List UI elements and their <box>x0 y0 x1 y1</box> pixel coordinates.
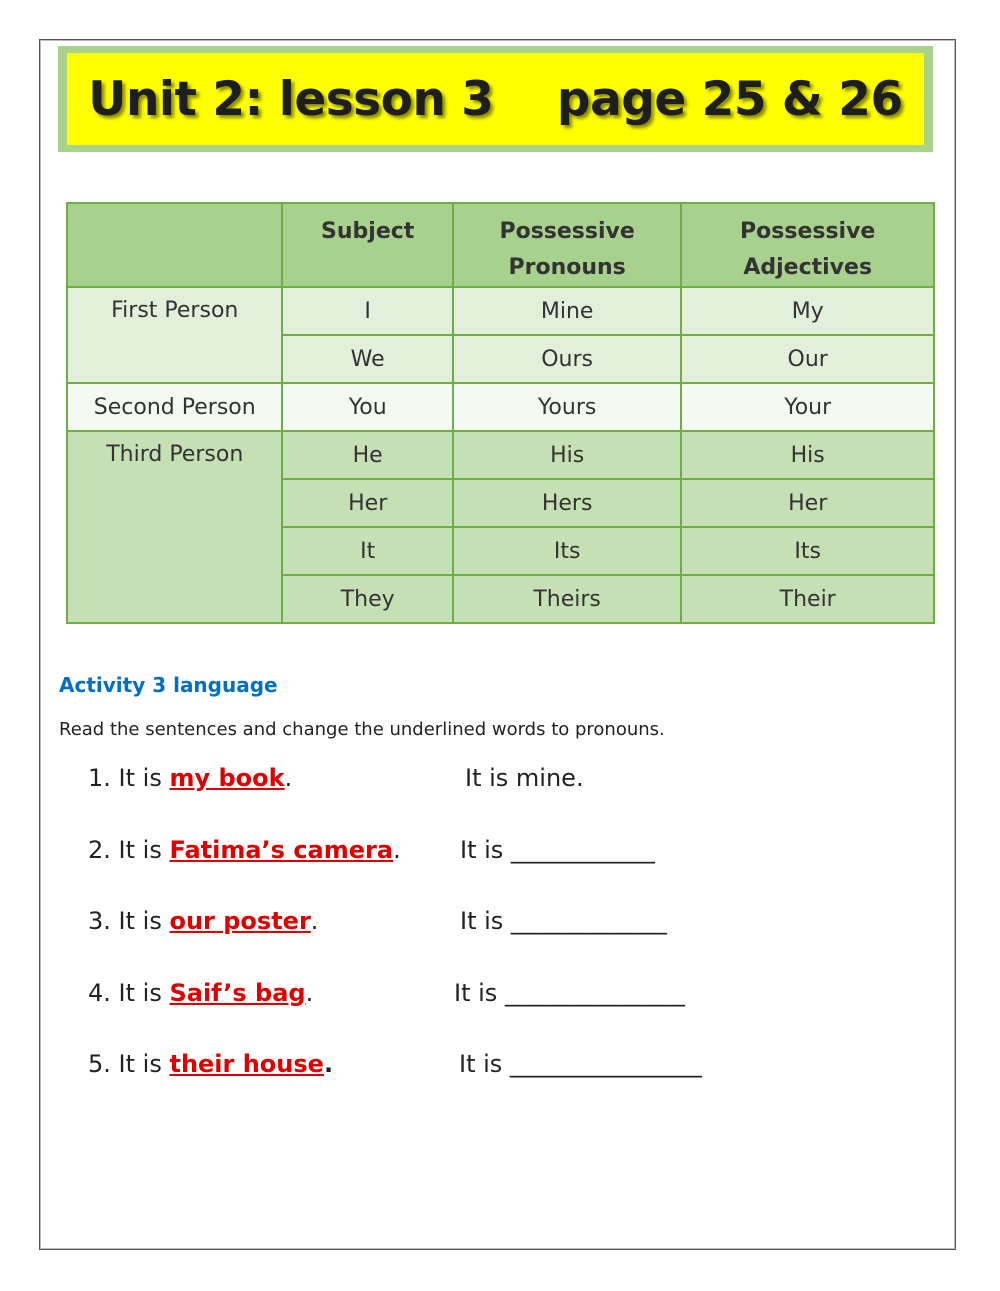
possessive-pronoun-cell: Ours <box>453 335 682 383</box>
table-row <box>67 383 934 431</box>
page-title: Unit 2: lesson 3 page 25 & 26 <box>88 71 903 127</box>
subject-cell: You <box>282 383 452 431</box>
exercise-answer-blank-4[interactable]: It is _______________ <box>454 979 685 1007</box>
item-number: 2. <box>88 836 111 864</box>
title-highlight <box>67 53 924 145</box>
item-suffix: . <box>323 1050 334 1078</box>
header-line: Possessive Pronouns <box>499 219 635 280</box>
item-number: 4. <box>88 979 111 1007</box>
exercise-question-3 <box>88 907 318 935</box>
exercise-answer-1: It is mine. <box>465 764 584 792</box>
possessive-adjective-cell: Their <box>681 575 934 623</box>
possessive-adjective-cell: His <box>681 431 934 479</box>
possessive-adjective-cell: Her <box>681 479 934 527</box>
header-line: Possessive Adjectives <box>740 219 876 280</box>
exercise-answer-blank-3[interactable]: It is _____________ <box>460 907 667 935</box>
item-suffix: . <box>305 979 314 1007</box>
table-row <box>67 287 934 335</box>
item-prefix: It is <box>118 836 170 864</box>
table-header-empty <box>67 203 282 287</box>
subject-cell: It <box>282 527 452 575</box>
possessive-pronoun-cell: Mine <box>453 287 682 335</box>
exercise-answer-blank-2[interactable]: It is ____________ <box>460 836 655 864</box>
activity-instruction: Read the sentences and change the underlined words to pronouns. <box>59 719 665 740</box>
possessive-pronoun-cell: Theirs <box>453 575 682 623</box>
exercise-question-2 <box>88 836 401 864</box>
table-header-subject: Subject <box>282 203 452 287</box>
item-number: 3. <box>88 907 111 935</box>
table-header-possessive-pronouns <box>453 203 682 287</box>
subject-cell: They <box>282 575 452 623</box>
underlined-phrase: my book <box>169 764 285 792</box>
item-suffix: . <box>393 836 401 864</box>
possessive-pronoun-cell: Hers <box>453 479 682 527</box>
possessive-pronoun-cell: Its <box>453 527 682 575</box>
possessive-adjective-cell: My <box>681 287 934 335</box>
possessive-adjective-cell: Your <box>681 383 934 431</box>
exercise-question-1 <box>88 764 292 792</box>
underlined-phrase: our poster <box>169 907 311 935</box>
item-number: 5. <box>88 1050 111 1078</box>
underlined-phrase: Fatima’s camera <box>169 836 394 864</box>
item-suffix: . <box>310 907 319 935</box>
table-row <box>67 431 934 479</box>
possessive-adjective-cell: Our <box>681 335 934 383</box>
table-header-possessive-adjectives <box>681 203 934 287</box>
item-number: 1. <box>88 764 111 792</box>
possessive-pronoun-cell: His <box>453 431 682 479</box>
possessive-pronoun-cell: Yours <box>453 383 682 431</box>
pronoun-table <box>66 202 935 624</box>
person-cell-third: Third Person <box>67 431 282 623</box>
underlined-phrase: Saif’s bag <box>169 979 306 1007</box>
exercise-question-5 <box>88 1050 333 1078</box>
exercise-question-4 <box>88 979 313 1007</box>
item-prefix: It is <box>118 764 170 792</box>
item-prefix: It is <box>118 979 170 1007</box>
underlined-phrase: their house <box>169 1050 324 1078</box>
exercise-answer-blank-5[interactable]: It is ________________ <box>459 1050 702 1078</box>
subject-cell: He <box>282 431 452 479</box>
title-banner <box>58 46 933 152</box>
table-header-row <box>67 203 934 287</box>
activity-title: Activity 3 language <box>59 673 278 697</box>
person-cell-first: First Person <box>67 287 282 383</box>
item-prefix: It is <box>118 907 170 935</box>
possessive-adjective-cell: Its <box>681 527 934 575</box>
item-prefix: It is <box>118 1050 170 1078</box>
person-cell-second: Second Person <box>67 383 282 431</box>
subject-cell: We <box>282 335 452 383</box>
item-suffix: . <box>284 764 293 792</box>
subject-cell: Her <box>282 479 452 527</box>
subject-cell: I <box>282 287 452 335</box>
